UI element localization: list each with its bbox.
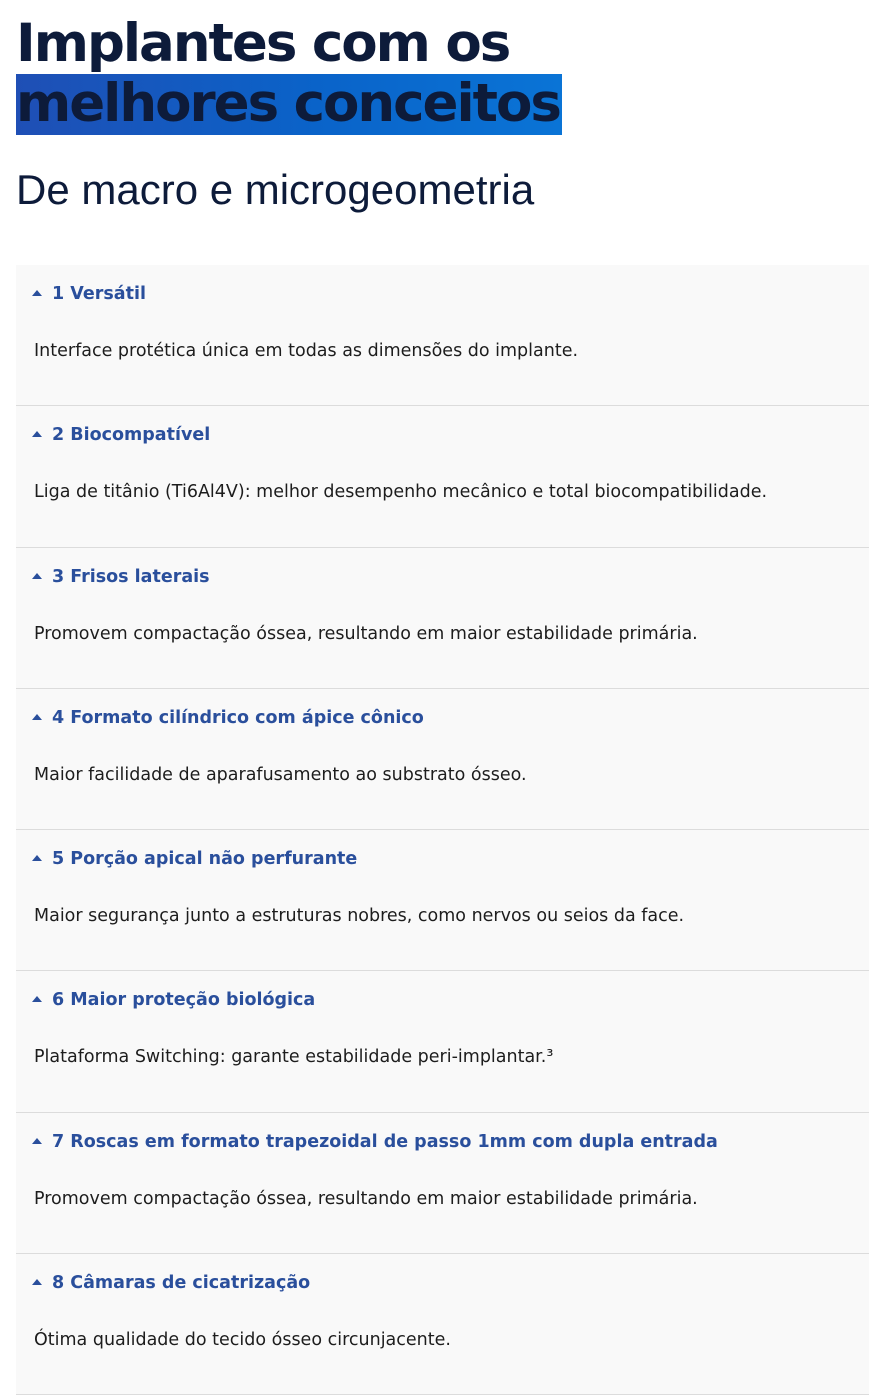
accordion-title: 5 Porção apical não perfurante [52, 849, 358, 869]
accordion-item-formato-cilindrico [16, 689, 869, 830]
caret-up-icon [32, 714, 42, 720]
accordion-title: 6 Maior proteção biológica [52, 990, 316, 1011]
accordion-body: Interface protética única em todas as dimensões do implante. [34, 341, 579, 361]
accordion-title: 7 Roscas em formato trapezoidal de passo 1mm com dupla entrada [52, 1131, 718, 1152]
page-title-line-1: Implantes com os [16, 13, 510, 74]
accordion-body: Promovem compactação óssea, resultando em maior estabilidade primária. [34, 1188, 698, 1209]
accordion-item-protecao-biologica [16, 971, 869, 1112]
caret-up-icon [32, 1279, 42, 1285]
page-title-line-2-highlighted: melhores conceitos [16, 73, 560, 134]
accordion-body: Liga de titânio (Ti6Al4V): melhor desempenho mecânico e total biocompatibilidade. [34, 482, 768, 503]
accordion-body: Maior facilidade de aparafusamento ao substrato ósseo. [34, 764, 527, 785]
accordion-body: Plataforma Switching: garante estabilidade peri-implantar.³ [34, 1047, 554, 1068]
hero-heading [16, 14, 856, 135]
accordion-item-roscas-trapezoidais [16, 1113, 869, 1254]
accordion-title: 8 Câmaras de cicatrização [52, 1272, 311, 1293]
accordion-title: 1 Versátil [52, 284, 146, 304]
caret-up-icon [32, 1138, 42, 1144]
accordion-item-camaras-cicatrizacao [16, 1254, 869, 1395]
accordion-item-versatil [16, 265, 869, 406]
accordion-item-frisos-laterais [16, 548, 869, 689]
accordion-item-biocompativel [16, 406, 869, 547]
accordion-title: 4 Formato cilíndrico com ápice cônico [52, 707, 424, 728]
accordion-header-versatil[interactable] [32, 284, 146, 304]
accordion-header-frisos-laterais[interactable] [32, 567, 210, 587]
accordion-header-formato-cilindrico[interactable] [32, 708, 424, 728]
page-subtitle: De macro e microgeometria [16, 166, 535, 213]
caret-up-icon [32, 431, 42, 437]
accordion-body: Promovem compactação óssea, resultando em maior estabilidade primária. [34, 623, 698, 644]
caret-up-icon [32, 573, 42, 579]
accordion-header-roscas-trapezoidais[interactable] [32, 1132, 718, 1152]
accordion-body: Maior segurança junto a estruturas nobres, como nervos ou seios da face. [34, 906, 685, 926]
features-accordion [16, 265, 869, 1395]
caret-up-icon [32, 855, 42, 861]
accordion-header-porcao-apical[interactable] [32, 849, 357, 869]
accordion-header-camaras-cicatrizacao[interactable] [32, 1273, 310, 1293]
accordion-title: 3 Frisos laterais [52, 566, 210, 587]
accordion-body: Ótima qualidade do tecido ósseo circunjacente. [34, 1329, 451, 1350]
caret-up-icon [32, 290, 42, 296]
accordion-header-biocompativel[interactable] [32, 425, 210, 445]
accordion-title: 2 Biocompatível [52, 425, 211, 446]
accordion-header-protecao-biologica[interactable] [32, 990, 315, 1010]
accordion-item-porcao-apical [16, 830, 869, 971]
caret-up-icon [32, 996, 42, 1002]
